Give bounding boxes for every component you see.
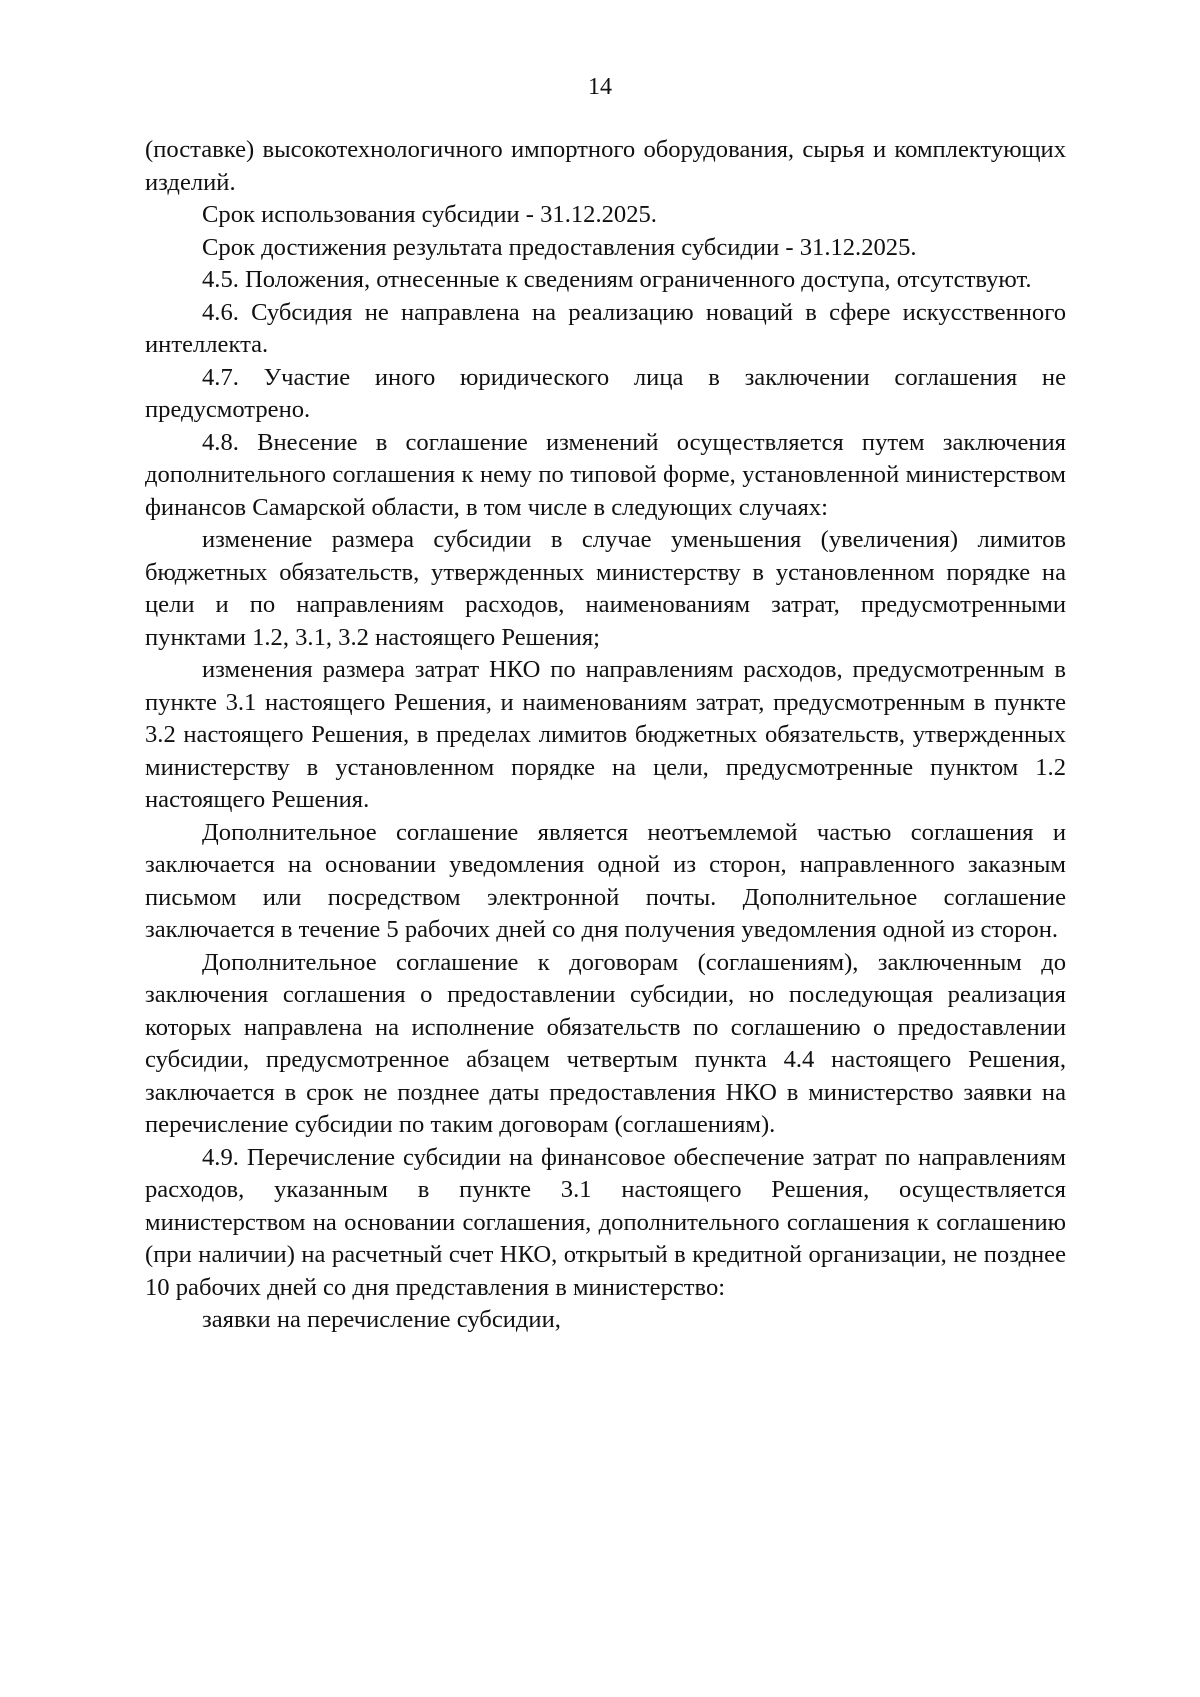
paragraph-4-7: 4.7. Участие иного юридического лица в заключении соглашения не предусмотрено. [145,363,1066,423]
paragraph-4-9: 4.9. Перечисление субсидии на финансовое обеспечение затрат по направлениям расходов, указанным в пункте 3.1 настоящего Решения, осуществляется министерством на основании соглашения, дополнительного соглашения к соглашению (при наличии) на расчетный счет НКО, открытый в кредитной организации, не позднее 10 рабочих дней со дня представления в министерство: [145,1143,1066,1301]
paragraph-result-term: Срок достижения результата предоставления субсидии - 31.12.2025. [202,233,917,261]
paragraph-4-8: 4.8. Внесение в соглашение изменений осуществляется путем заключения дополнительного соглашения к нему по типовой форме, установленной министерством финансов Самарской области, в том числе в следующих случаях: [145,428,1066,521]
paragraph-case-cost-size: изменения размера затрат НКО по направлениям расходов, предусмотренным в пункте 3.1 настоящего Решения, и наименованиям затрат, предусмотренным в пункте 3.2 настоящего Решения, в пределах лимитов бюджетных обязательств, утвержденных министерству в установленном порядке на цели, предусмотренные пунктом 1.2 настоящего Решения. [145,656,1066,813]
page-number: 14 [588,74,612,100]
paragraph-4-6: 4.6. Субсидия не направлена на реализацию новаций в сфере искусственного интеллекта. [145,298,1066,358]
document-body [145,134,1066,1337]
paragraph-case-subsidy-size: изменение размера субсидии в случае уменьшения (увеличения) лимитов бюджетных обязательств, утвержденных министерству в установленном порядке на цели и по направлениям расходов, наименованиям затрат, предусмотренными пунктами 1.2, 3.1, 3.2 настоящего Решения; [145,526,1066,651]
paragraph-4-5: 4.5. Положения, отнесенные к сведениям ограниченного доступа, отсутствуют. [202,266,1032,293]
paragraph-continuation: (поставке) высокотехнологичного импортного оборудования, сырья и комплектующих изделий. [145,136,1066,196]
paragraph-transfer-request: заявки на перечисление субсидии, [202,1306,561,1333]
paragraph-additional-agreement-contracts: Дополнительное соглашение к договорам (соглашениям), заключенным до заключения соглашения о предоставлении субсидии, но последующая реализация которых направлена на исполнение обязательств по соглашению о предоставлении субсидии, предусмотренное абзацем четвертым пункта 4.4 настоящего Решения, заключается в срок не позднее даты предоставления НКО в министерство заявки на перечисление субсидии по таким договорам (соглашениям). [145,948,1066,1138]
paragraph-additional-agreement: Дополнительное соглашение является неотъемлемой частью соглашения и заключается на основании уведомления одной из сторон, направленного заказным письмом или посредством электронной почты. Дополнительное соглашение заключается в течение 5 рабочих дней со дня получения уведомления одной из сторон. [145,818,1066,943]
paragraph-subsidy-usage-term: Срок использования субсидии - 31.12.2025. [202,201,657,228]
